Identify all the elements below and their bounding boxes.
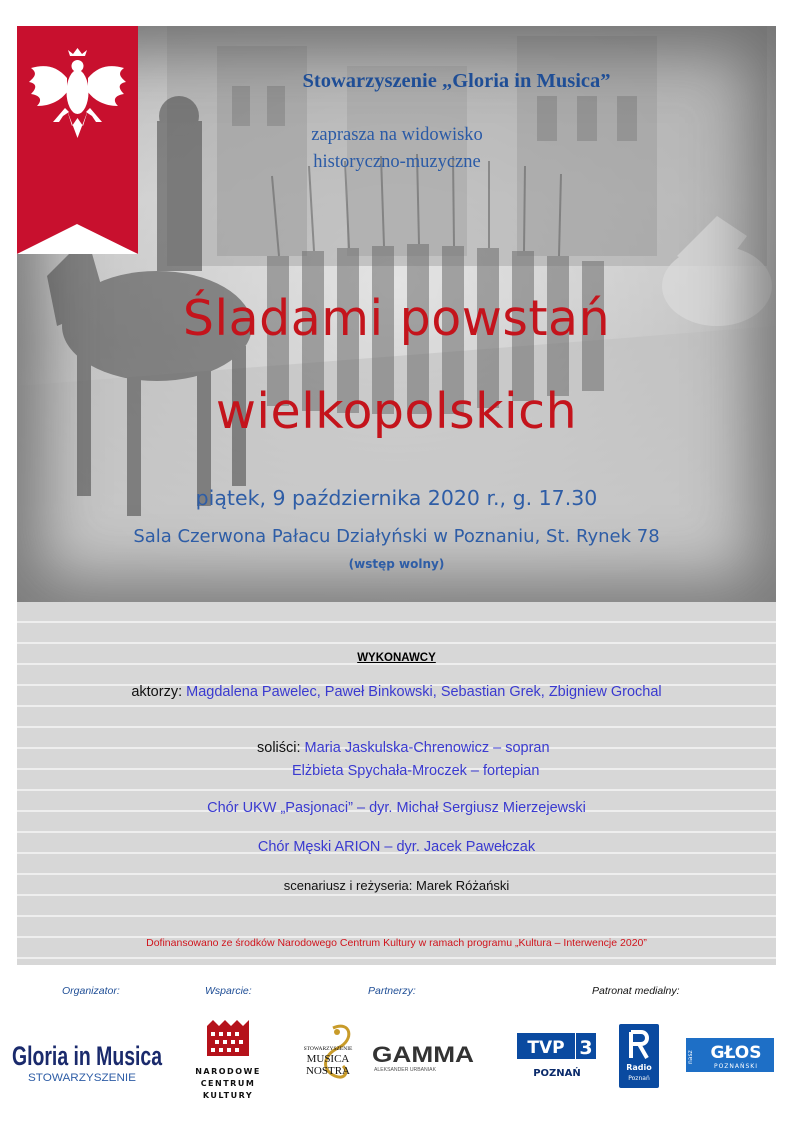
gamma-logo: [370, 1040, 478, 1072]
organizer-label: Organizator:: [62, 985, 120, 997]
script-credit: [17, 878, 776, 893]
invite-line-2: historyczno-muzyczne: [313, 152, 481, 172]
choir-2: Chór Męski ARION – dyr. Jacek Pawełczak: [257, 839, 536, 855]
funding-note: Dofinansowano ze środków Narodowego Centrum Kultury w ramach programu „Kultura – Interwencje 2020”: [146, 937, 647, 949]
choir-1: Chór UKW „Pasjonaci” – dyr. Michał Sergiusz Mierzejewski: [207, 800, 586, 816]
media-patronage-label: Patronat medialny:: [592, 985, 680, 997]
radio-poznan-logo: [619, 1024, 659, 1088]
tvp-city: POZNAŃ: [533, 1068, 581, 1079]
gamma-text: GAMMA: [372, 1042, 475, 1067]
tvp3-poznan-logo: [516, 1032, 598, 1082]
invite-line-1: zaprasza na widowisko: [311, 125, 483, 145]
actors-label: aktorzy:: [131, 684, 183, 700]
nck-line-1: NARODOWE: [195, 1067, 261, 1076]
glos-prefix: nasz: [687, 1050, 694, 1064]
event-title-line-2: wielkopolskich: [215, 383, 578, 440]
radio-sub: Poznań: [628, 1075, 650, 1082]
invitation-text: [137, 122, 657, 176]
admission-note: (wstęp wolny): [348, 557, 445, 571]
support-label: Wsparcie:: [205, 985, 252, 997]
tvp-number: 3: [579, 1037, 593, 1059]
glos-poznanski-logo: [686, 1038, 774, 1072]
event-title: [17, 272, 776, 458]
soloists-label: soliści:: [257, 740, 301, 756]
musica-line-2: NOSTRA: [305, 1065, 351, 1077]
soloists-block: [257, 737, 550, 783]
musica-nostra-top: STOWARZYSZENIE: [303, 1046, 353, 1052]
svg-text:Gloria in Musica: Gloria in Musica: [12, 1041, 163, 1071]
nck-line-2: CENTRUM: [200, 1079, 256, 1088]
nck-logo: [193, 1018, 263, 1104]
actors-names: Magdalena Pawelec, Paweł Binkowski, Sebastian Grek, Zbigniew Grochal: [186, 684, 662, 700]
soloist-1: Maria Jaskulska-Chrenowicz – sopran: [304, 740, 550, 756]
musica-nostra-logo: [293, 1020, 363, 1096]
performers-panel: [17, 602, 776, 965]
gamma-sub: ALEKSANDER URBANIAK: [374, 1067, 437, 1073]
organization-title: Stowarzyszenie „Gloria in Musica”: [302, 70, 611, 92]
performers-heading: WYKONAWCY: [357, 652, 436, 664]
gloria-in-musica-logo: [12, 1035, 164, 1085]
event-venue: Sala Czerwona Pałacu Działyński w Poznaniu, St. Rynek 78: [133, 526, 660, 547]
hero-photo-area: [17, 26, 776, 602]
tvp-text: TVP: [527, 1038, 565, 1058]
svg-text:STOWARZYSZENIE: STOWARZYSZENIE: [28, 1072, 136, 1084]
musica-line-1: MUSICA: [306, 1053, 350, 1065]
radio-text: Radio: [626, 1063, 652, 1072]
event-date: piątek, 9 października 2020 r., g. 17.30: [195, 486, 598, 510]
eagle-banner-icon: [17, 26, 138, 254]
nck-line-3: KULTURY: [202, 1091, 254, 1100]
script-author: Marek Różański: [416, 878, 510, 893]
script-label: scenariusz i reżyseria:: [283, 878, 413, 893]
event-title-line-1: Śladami powstań: [182, 290, 611, 347]
glos-text: GŁOS: [710, 1043, 762, 1063]
glos-sub: POZNAŃSKI: [713, 1063, 759, 1070]
actors-line: [17, 684, 776, 700]
partners-label: Partnerzy:: [368, 985, 416, 997]
soloist-2: Elżbieta Spychała-Mroczek – fortepian: [292, 763, 540, 779]
